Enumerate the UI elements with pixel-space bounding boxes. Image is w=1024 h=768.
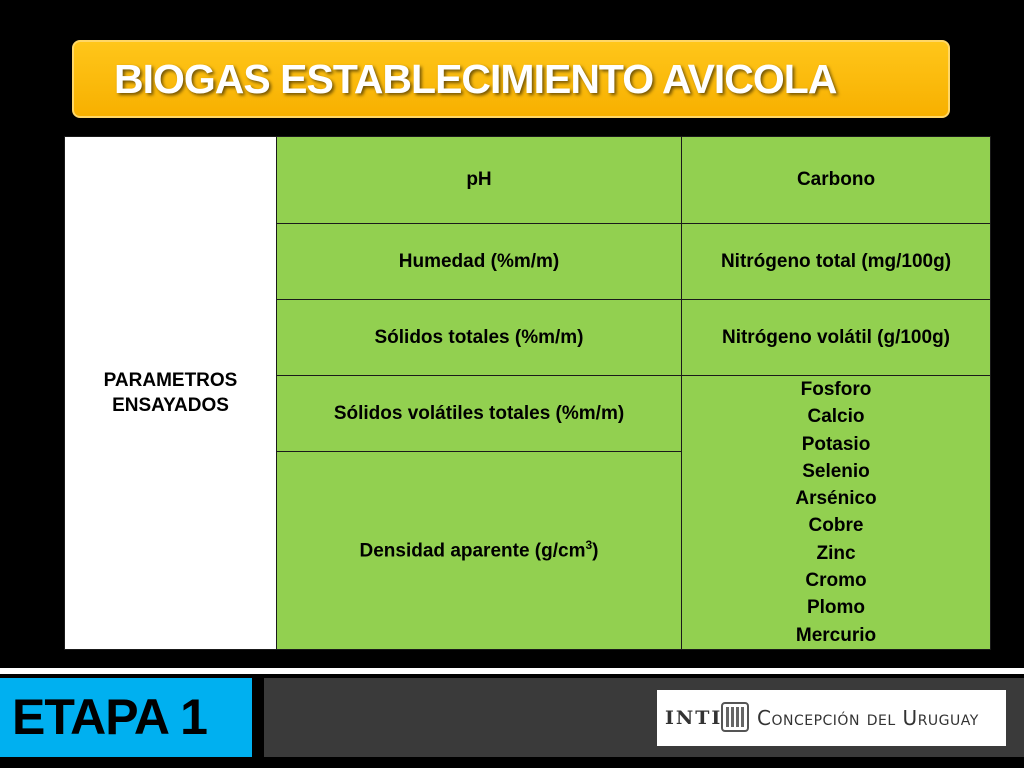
param-solidos-totales: Sólidos totales (%m/m): [277, 300, 682, 376]
parameters-table: [64, 136, 991, 650]
title-banner: [72, 40, 950, 118]
element-item: Mercurio: [795, 624, 877, 646]
element-item: Selenio: [802, 460, 870, 482]
element-item: Calcio: [807, 406, 865, 428]
param-carbono: Carbono: [682, 137, 991, 224]
slide-title: BIOGAS ESTABLECIMIENTO AVICOLA: [114, 56, 837, 102]
element-item: Zinc: [816, 542, 856, 564]
logo-place-text: Concepción del Uruguay: [757, 706, 979, 730]
stage-label: ETAPA 1: [12, 689, 207, 745]
element-item: Arsénico: [795, 488, 877, 510]
element-item: Cobre: [808, 515, 864, 537]
row-header-line-2: ENSAYADOS: [112, 394, 229, 416]
param-humedad: Humedad (%m/m): [277, 224, 682, 300]
inti-emblem-icon: [721, 702, 749, 732]
element-item: Cromo: [805, 570, 867, 592]
element-item: Fosforo: [800, 379, 872, 400]
param-densidad: [277, 452, 682, 650]
elements-list: [688, 376, 984, 649]
row-header-line-1: PARAMETROS: [103, 369, 238, 391]
param-ph: pH: [277, 137, 682, 224]
element-item: Plomo: [806, 597, 866, 619]
param-nitrogeno-volatil: Nitrógeno volátil (g/100g): [682, 300, 991, 376]
densidad-close: ): [592, 540, 599, 562]
row-header-cell: [65, 137, 277, 650]
stage-box: [0, 678, 252, 757]
logo-inti-text: INTI: [665, 707, 723, 729]
footer-divider: [0, 668, 1024, 674]
param-nitrogeno-total: Nitrógeno total (mg/100g): [682, 224, 991, 300]
param-elements-cell: [682, 376, 991, 650]
densidad-exponent: 3: [585, 538, 593, 553]
inti-logo: [657, 690, 1006, 746]
densidad-label: Densidad aparente (g/cm: [359, 540, 586, 562]
element-item: Potasio: [801, 433, 871, 455]
param-solidos-volatiles: Sólidos volátiles totales (%m/m): [277, 376, 682, 452]
